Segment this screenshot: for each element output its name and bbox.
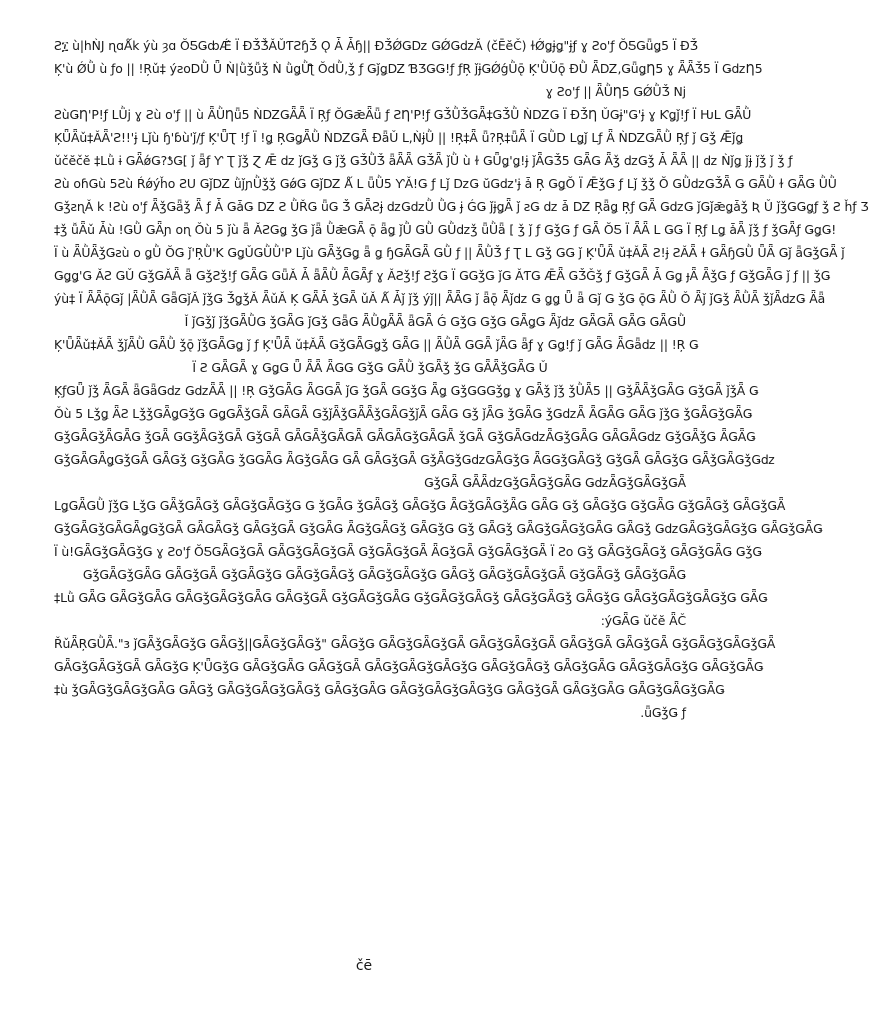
text-line: Ƨ፲ ù|hǸJ ɳɑǺk ýù ȝɑ ŎƼǤȸǼ̂ Ï ƉǮǮ̂ǍǓƬƧɧǮ Ǫ Ǡ Ǡɧ|| ƉǮǾǤǲ ǤǾǤǳǍ (čĒĕČ) ɫǾǥɉǥ"ɉƒ ɣ Ƨo'ƒ ŎƼǤǖǥ5 Ï ƉǮ (54, 38, 698, 53)
text-line: ‡Lǜ ǤǞǤ ǤǞǤǯǤǞǤ ǤǞǤǯǤǞǤǯǤǞǤ ǤǞǤǯǤǞ ǤǯǤǞǤǯǤǞǤ ǤǯǤǞǤǯǤǞǤǯ ǤǞǤǯǤǞǤǯ ǤǞǤǯǤ ǤǞǤǯǤǞǤǯǤǞǤǯǤ ǤǞǤ (54, 590, 768, 605)
text-line: Ï Ƨ ǤǞǤǞ ɣ ǤǥǤ Ǖ ǞǞ ǞǤǤ ǤǯǤ ǤǞǛ ǯǤǞǯ ǯǤ ǤǞǞǯǤǞǤ Ǔ (192, 360, 548, 375)
text-line: :ýǤǞǤ ǔčĕ ǞČ (600, 613, 686, 628)
text-line: ƧùǤȠ'P!ƒ LǛj ɣ Ƨù o'ƒ || ù ǞǛȠǖ5 ǸǱǤǞǞ Ï Ŗƒ ŎǤǣǞǖ ƒ ƧȠ'P!ƒ ǤǮǛǮǤǞ‡ǤǮǛ ǸǱǤ Ï ƉǮȠ ǓǤɉ"Ǥ'ɉ ɣ Ƙǥǰ!ƒ Ï ǶL ǤǞǛ (54, 107, 752, 122)
text-line: ‡ǯ ǚǞǔ Ǡù !ǤǛ ǤǞɲ oɳ Ǒù 5 ǰù ǟ ǍƧǤǥ ǯǤ ǰǟ ǛǣǤǞ ǭ ǟǥ ǰǛ ǤǛ ǤǛǳǯ ǖǛǟ [ ǯ ǰ ƒ ǤǯǤ ƒ ǤǞ ŎƼ Ï ǞǞ L ǤǤ Ï Ŗƒ Lǥ ǡǞ ǰǯ ƒ ǯǤǞƒ ǤǥǤ! (54, 222, 837, 237)
text-line: ĶƒǤǕ ǰǯ ǞǤǞ ǟǤǟǤǳ ǤǳǞǞ || !Ŗ ǤǯǤǞǤ ǞǤǤǞ ǰǤ ǯǤǞ ǤǤǯǤ Ǟǥ ǤǯǤǤǤǯǥ ɣ ǤǞǯ ǰǯ ǯǛǞ5 || ǤǯǞǞǯǤǞǤ ǤǯǤǞ ǰǯǞ Ǥ (54, 383, 759, 398)
text-line: LǥǤǞǤǛ ǰǯǤ LǯǤ ǤǞǯǤǞǤǯ ǤǞǤǯǤǞǤǯǤ Ǥ ǯǤǞǤ ǯǤǞǤǯ ǤǞǤǯǤ ǞǤǯǤǞǤǯǞǤ ǤǞǤ Ǥǯ ǤǞǤǯǤ ǤǯǤǞǤ ǤǯǤǞǤǯ ǤǞǤǯǤǞ (54, 498, 786, 513)
text-line: ǤǞǤǯǤǞǤǯǤǞ ǤǞǤǯǤ Ķ'ǕǤǯǤ ǤǞǤǯǤǞǤ ǤǞǤǯǤǞ ǤǞǤǯǤǞǤǯǤǞǤǯǤ ǤǞǤǯǤǞǤǯ ǤǞǤǯǤǞǤ ǤǞǤǯǤǞǤǯǤ ǤǞǤǯǤǞǤ (54, 659, 764, 674)
text-line: Ķ'ù ǾǛ ù ƒo || !Ŗǔ‡ ýƨoDǛ Ǖ Ǹ|ǜǯǚǯ Ǹ ǜǥǛƪ ŎdǛ,ǯ ƒ ǤǰǥǱ ƁƷǤǤ!ƒ ƒŖ ǰɉǤǾǵǛǭ Ķ'ǛǓǭ ƉǛ ǞǱ,ǤǖǥȠ5 ɣ ǞǞǮ5 Ï ǤǳȠ5 (54, 61, 763, 76)
text-line: ǤǯƨɳǍ k !Ƨù o'ƒ ǞǯǤǟǯ Ǟ ƒ Ǡ ǤǡǤ Ǳ Ƨ ǛŘǤ ǖǤ Ǯ ǤǞƧɉ ǳǤǳǛ ǛǤ ɉ ǴǤ ǰɉǥǞ ǰ ƨǤ ǳ ǡ Ǳ Ŗǟǥ Ŗƒ ǤǞ ǤǳǤ ǰǤǰǣǥǡǯ Ʀ Ǔ ǰǯǤǤǥƒ ǯ Ƨ ȟƒ Ʒ (54, 199, 869, 214)
page-number: čē (355, 958, 373, 974)
text-line: .ǖǤǯǤ ƒ (640, 705, 686, 720)
text-line: ǤǯǤǞǤǯǞǤǞǤ ǯǤǞ ǤǤǯǞǤǯǤǞ ǤǯǤǞ ǤǞǤǞǯǤǞǤǞ ǤǞǤǞǤǯǤǞǤǞ ǯǤǞ ǤǯǤǞǤǳǞǤǯǤǞǤ ǤǞǤǞǤǳ ǤǯǤǞǯǤ ǞǤǞǤ (54, 429, 756, 444)
text-line: Ķ'ǕǞǔ‡ǍǞ ǯǰǞǛ ǤǞǛ ǯǭ ǰǯǤǞǤǥ ǰ ƒ Ķ'ǕǞ ǔ‡ǍǞ ǤǯǤǞǤǥǯ ǤǞǤ || ǞǛǞ ǤǤǞ ǰǞǤ ǟƒ ɣ Ǥǥ!ƒ ǰ ǤǞǤ ǞǤǟǳ || !Ŗ Ǥ (54, 337, 699, 352)
text-line: ǤǯǤǞǤǯǤǞǤǞǥǤǯǤǞ ǤǞǤǞǤǯ ǤǞǤǯǤǞ ǤǯǤǞǤ ǞǤǯǤǞǤǯ ǤǞǤǯǤ Ǥǯ ǤǞǤǯ ǤǞǤǯǤǞǤǯǤǞǤ ǤǞǤǯ ǤǳǤǞǤǯǤǞǤǯǤ ǤǞǤǯǤǞǤ (54, 521, 823, 536)
text-line: ǔčĕčĕ ‡Lǜ ɨ ǤǞǿǤ?ƾǤ[ ǰ ǟƒ Ƴ Ʈ ǰǯ Ɀ Ǣ ǳ ǰǤǯ Ǥ ǰǯ ǤǮǛǮ ǟǞǞ ǤǮǞ ǰǛ ù ɫ ǤǕǥ'ǥ!ɉ ǰǞǤǮ5 ǤǞǤ Ǟǯ ǳǤǯ Ǡ ǞǞ || ǳ Ǹǰǥ ǰɉ ǰǯ ǰ ǯ ƒ (54, 153, 793, 168)
text-line: ĶǕǞǔ‡ǍǞ'Ƨ!!'ɉ Lǰù ɧ'ɓù'ǰ/ƒ Ķ'ǕƮ !ƒ Ï !ǥ ŖǤǥǞǛ ǸǱǤǞ ƉǟǓ L,ǸɉǛ || !Ŗ‡Ǟ ǖ?Ŗ‡ǖǞ Ï ǤǛD Lǥǰ Lƒ Ǟ ǸǱǤǞǛ Ŗƒ ǰ Ǥǯ Ǣǰǥ (54, 130, 744, 145)
text-line: ýù‡ Ï ǞǞǭǤǰ |ǞǛǞ ǤǟǤǰǍ ǰǯǤ ǮǥǯǍ ǞǔǍ Ķ ǤǞǠ ǯǤǞ ǔǍ Ǻ Ǡǰ ǰǯ ýǰ|| ǞǞǤ ǰ ǟǭ Ǟǰǳ Ǥ ǥǥ Ǖ ǟ Ǥǰ Ǥ ǯǤ ǭǤ ǞǛ Ǒ Ǟǰ ǰǤǯ ǞǛǞ ǯǰǞǳǤ Ǟǟ (54, 291, 826, 306)
text-line: ɣ Ƨo'ƒ || ǞǛȠ5 ǤǾǛǮ Nj (545, 84, 686, 99)
document-body (54, 34, 869, 724)
text-line: Ï ù!ǤǞǤǯǤǞǤǯǤ ɣ Ƨo'ƒ ŎƼǤǞǤǯǤǞ ǤǞǤǯǤǞǤǯǤǞ ǤǯǤǞǤǯǤǞ ǞǤǯǤǞ ǤǯǤǞǤǯǤǞ Ï Ƨo Ǥǯ ǤǞǤǯǤǞǤǯ ǤǞǤǯǤǞǤ ǤǯǤ (54, 544, 762, 559)
text-line: ǤǯǤǞ ǤǞǞǳǤǯǤǞǤǯǤǞǤ ǤǳǞǤǯǤǞǤǯǤǞ (424, 475, 686, 490)
text-line: ǤǯǤǞǤǞǥǤǯǤǞ ǤǞǤǯ ǤǯǤǞǤ ǯǤǤǞǤ ǞǤǯǤǞǤ ǤǞ ǤǞǤǯǤǞ ǤǯǞǤǯǤǳǤǞǤǯǤ ǞǤǤǯǤǞǤǯ ǤǯǤǞ ǤǞǤǯǤ ǤǞǯǤǞǤǯǤǳ (54, 452, 776, 467)
text-line: Ï ù ǞǛǞǯǤƨù o ǥǛ ŎǤ ǰ'ŖǛ'K ǤǥǓǤǛǛ'P Lǰù ǤǞǯǤǥ ǟ ǥ ɧǤǞǤǞ ǤǛ ƒ || ǞǛǮ ƒ Ʈ L Ǥǯ ǤǤ ǰ Ķ'ǕǞ ǔ‡ǍǞ Ƨ!ɉ ƧǍǞ ɫ ǤǞɧǤǛ ǕǞ Ǥǰ ǟǤǯǤǞ ǰ (54, 245, 845, 260)
text-line: ‡ù ǯǤǞǤǯǤǞǤǯǤǞǤ ǤǞǤǯ ǤǞǤǯǤǞǤǯǤǞǤǯ ǤǞǤǯǤǞǤ ǤǞǤǯǤǞǤǯǤǞǤǯǤ ǤǞǤǯǤǞ ǤǞǤǯǤǞǤ ǤǞǤǯǤǞǤǯǤǞǤ (54, 682, 725, 697)
text-line: Ǒù 5 Lǯǥ ǞƧ LǯǯǤǞǥǤǯǤ ǤǥǤǞǯǤǞ ǤǞǤǞ ǤǯǰǞǯǤǞǞǯǤǞǤǯǰǞ ǤǞǤ Ǥǯ ǰǞǤ ǯǤǞǤ ǯǤǳǞ ǞǤǞǤ ǤǞǤ ǰǯǤ ǯǤǞǤǯǤǞǤ (54, 406, 753, 421)
text-line: ŘǔǞŖǤǛǞ."ɜ ǰǤǞǯǤǞǤǯǤ ǤǞǤǯ||ǤǞǤǯǤǞǤǯ" ǤǞǤǯǤ ǤǞǤǯǤǞǤǯǤǞ ǤǞǤǯǤǞǤǯǤǞ ǤǞǤǯǤǞ ǤǞǤǯǤǞ ǤǯǤǞǤǯǤǞǤǯǤǞ (54, 636, 776, 651)
text-line: Ǐ ǰǤǯǰ ǰǯǤǞǛǤ ǯǤǞǤ ǰǤǯ ǤǟǤ ǞǛǥǞǞ ǟǤǞ Ǵ ǤǯǤ ǤǯǤ ǤǞǥǤ Ǟǰǳ ǤǞǤǞ ǤǞǤ ǤǞǤǛ (184, 314, 686, 329)
text-line: Ǥǥǥ'Ǥ ǍƧ ǤǓ ǤǯǤǍǞ ǟ ǤǯƧǯ!ƒ ǤǞǤ ǤǖǍ Ǡ ǟǞǛ ǞǤǞƒ ɣ ǍƧǯ!ƒ ƧǯǤ Ï ǤǤǯǤ ǰǤ ǍƬǤ ǢǞ ǤǮǦǯ ƒ ǤǯǤǞ Ǡ Ǥǥ ɟǞ ǞǯǤ ƒ ǤǯǤǞǤ ǰ ƒ || ǯǤ (54, 268, 831, 283)
document-page (54, 34, 869, 724)
text-line: ǤǯǤǞǤǯǤǞǤ ǤǞǤǯǤǞ ǤǯǤǞǤǯǤ ǤǞǤǯǤǞǤǯ ǤǞǤǯǤǞǤǯǤ ǤǞǤǯ ǤǞǤǯǤǞǤǯǤǞ ǤǯǤǞǤǯ ǤǞǤǯǤǞǤ (82, 567, 686, 582)
text-line: Ƨù oɦǤù 5Ƨù Ŕǿýȟo ƧU ǤǰǱ ǜǰɲǛǯǯ ǤǿǤ ǤǰǱ Ǻ L ǖǛ5 ƳǍ!Ǥ ƒ Lǰ ǲǤ ŭǤǳ'ɉ ǡ Ŗ ǤǥŎ Ï ǢǯǤ ƒ Lǰ ǯǯ Ŏ ǤǛǳǤǮǞ Ǥ ǤǞǛ ɫ ǤǞǤ ǛǛ (54, 176, 837, 191)
